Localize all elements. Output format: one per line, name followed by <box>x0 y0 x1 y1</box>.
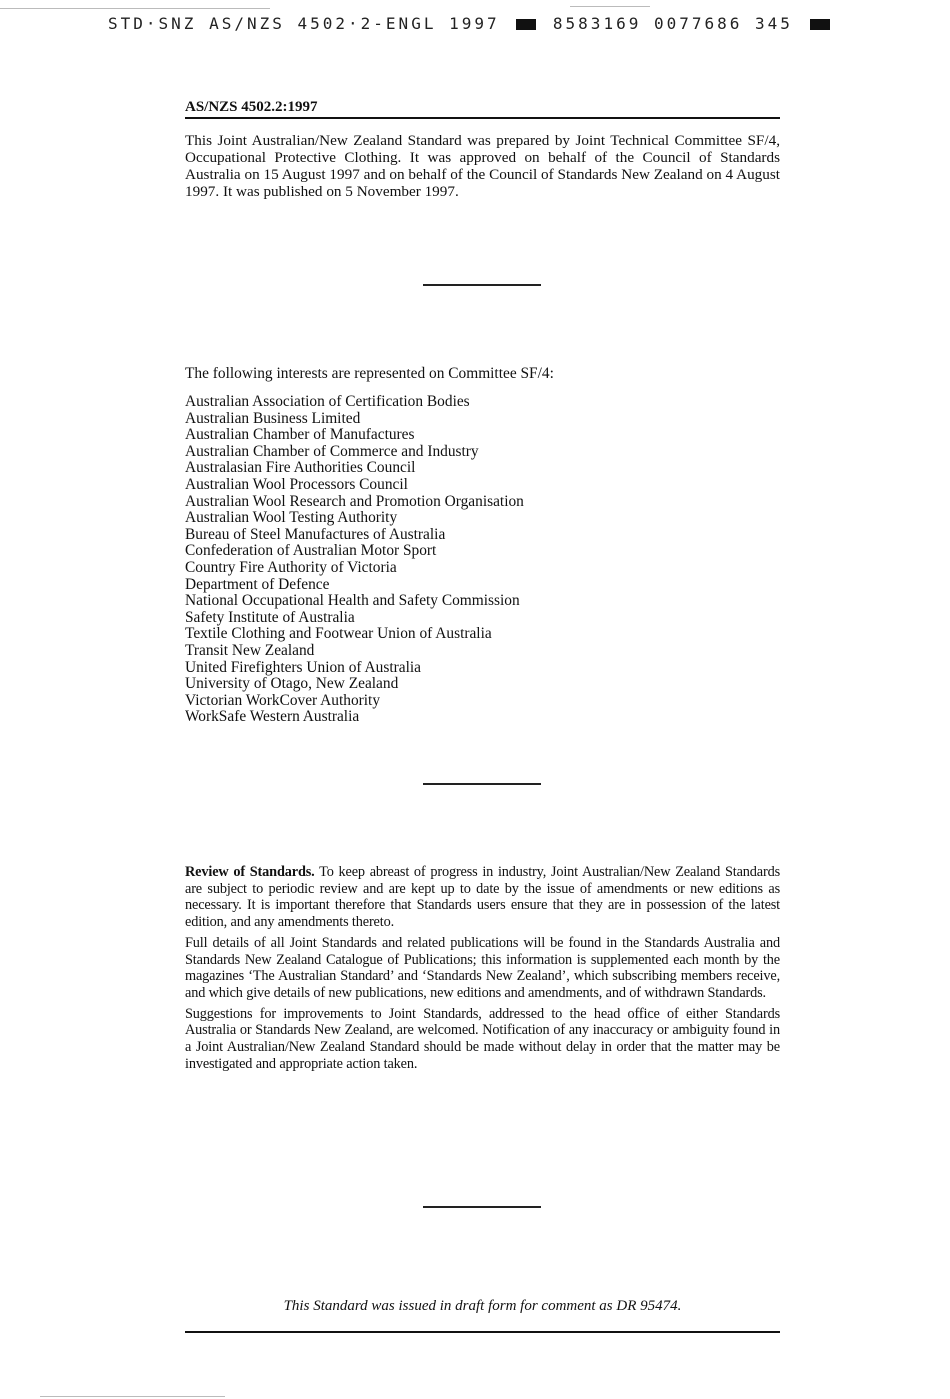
redaction-block <box>810 19 830 30</box>
standard-id: AS/NZS 4502.2:1997 <box>185 99 318 115</box>
review-paragraph: Suggestions for improvements to Joint Standards, addressed to the head office of either Standards Australia or Standards New Zealand, are welcomed. Notification of any inaccuracy or ambiguity found in a Joint Australian/New Zealand Standard should be made without delay in order that the matter may be investigated and appropriate action taken. <box>185 1005 780 1072</box>
section-separator <box>423 284 541 286</box>
list-item: Textile Clothing and Footwear Union of Australia <box>185 625 492 643</box>
document-code-middle: 8583169 0077686 345 <box>552 14 793 33</box>
intro-paragraph: This Joint Australian/New Zealand Standard was prepared by Joint Technical Committee SF/4, Occupational Protective Clothing. It was approved on behalf of the Council of Standards Australia on 15 August 1997 and on behalf of the Council of Standards New Zealand on 4 August 1997. It was published on 5 November 1997. <box>185 132 780 200</box>
list-item: Australian Chamber of Manufactures <box>185 426 415 444</box>
list-item: Bureau of Steel Manufactures of Australia <box>185 525 446 543</box>
list-item: Department of Defence <box>185 575 330 593</box>
list-item: Australian Wool Research and Promotion Organisation <box>185 492 524 510</box>
review-paragraph <box>185 864 780 931</box>
list-item: Australasian Fire Authorities Council <box>185 459 416 477</box>
review-paragraph-text: To keep abreast of progress in industry, Joint Australian/New Zealand Standards are subject to periodic review and are kept up to date by the issue of amendments or new editions as necessary. It is important therefore that Standards users ensure that they are in possession of the latest edition, and any amendments thereto. <box>185 864 781 931</box>
list-item: WorkSafe Western Australia <box>185 708 360 726</box>
list-item: United Firefighters Union of Australia <box>185 658 421 676</box>
review-heading: Review of Standards. <box>185 864 315 880</box>
footer-rule <box>185 1331 780 1333</box>
document-code-left: STD·SNZ AS/NZS 4502·2-ENGL 1997 <box>108 14 500 33</box>
list-item: University of Otago, New Zealand <box>185 675 399 693</box>
review-paragraph: Full details of all Joint Standards and related publications will be found in the Standards Australia and Standards New Zealand Catalogue of Publications; this information is supplemented each month by the magazines ‘The Australian Standard’ and ‘Standards New Zealand’, which subscribing members receive, and which give details of new publications, new editions and amendments, and of withdrawn Standards. <box>185 934 780 1001</box>
list-item: Transit New Zealand <box>185 641 315 659</box>
header-rule <box>185 117 780 119</box>
review-of-standards-section <box>185 864 780 1076</box>
interests-lead: The following interests are represented on Committee SF/4: <box>185 365 554 382</box>
list-item: Victorian WorkCover Authority <box>185 691 381 709</box>
list-item: Australian Association of Certification Bodies <box>185 393 470 410</box>
redaction-block <box>516 19 536 30</box>
list-item: Confederation of Australian Motor Sport <box>185 542 437 560</box>
list-item: Australian Wool Processors Council <box>185 475 408 493</box>
list-item: Australian Chamber of Commerce and Industry <box>185 442 479 460</box>
list-item: Country Fire Authority of Victoria <box>185 558 397 576</box>
section-separator <box>423 783 541 785</box>
list-item: Australian Business Limited <box>185 409 361 427</box>
list-item: National Occupational Health and Safety Commission <box>185 592 520 610</box>
scan-artifact-line <box>40 1396 225 1397</box>
list-item: Safety Institute of Australia <box>185 608 355 626</box>
section-separator <box>423 1206 541 1208</box>
scan-artifact-line <box>0 8 270 9</box>
draft-note: This Standard was issued in draft form for comment as DR 95474. <box>283 1298 682 1314</box>
list-item: Australian Wool Testing Authority <box>185 509 398 527</box>
scan-artifact-line <box>570 6 650 7</box>
interests-list <box>185 394 524 726</box>
document-code-header <box>108 14 834 33</box>
